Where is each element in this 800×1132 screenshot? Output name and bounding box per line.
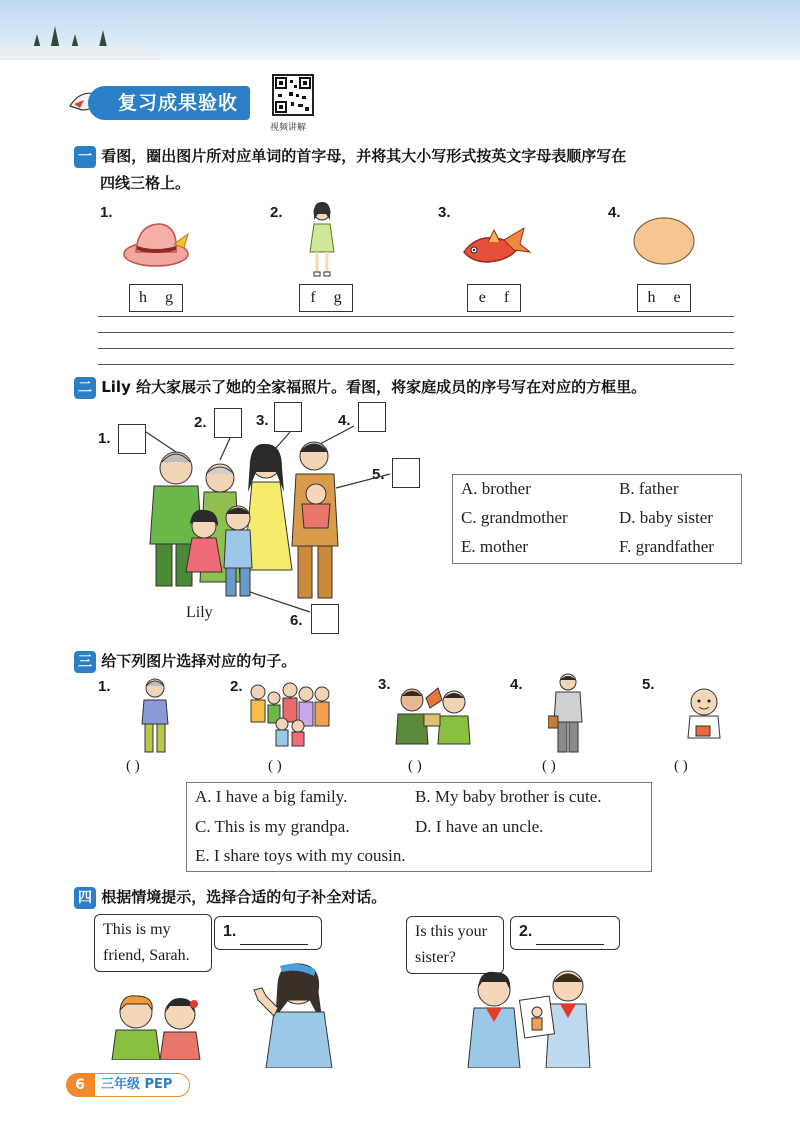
letter-choice-box[interactable]: h e <box>637 284 691 312</box>
answer-paren-4[interactable]: ( ) <box>542 758 556 774</box>
section2-instruction-text: Lily 给大家展示了她的全家福照片。看图，将家庭成员的序号写在对应的方框里。 <box>101 378 647 396</box>
section4-instruction-text: 根据情境提示，选择合适的句子补全对话。 <box>101 888 387 906</box>
girl-picture <box>304 200 340 280</box>
option-f: F. grandfather <box>619 537 714 556</box>
section1-instruction <box>74 143 626 169</box>
bubble-line: sister? <box>415 949 456 966</box>
qr-code-icon[interactable] <box>272 74 314 116</box>
answer-paren-1[interactable]: ( ) <box>126 758 140 774</box>
two-girls-picture <box>108 990 208 1060</box>
uncle-picture <box>548 672 588 756</box>
letter-choice-box[interactable]: f g <box>299 284 353 312</box>
grandpa-picture <box>138 676 172 756</box>
family-options-box <box>452 474 742 564</box>
item-number: 1. <box>98 678 111 695</box>
item-number: 5. <box>642 676 655 693</box>
sentence-option-e: E. I share toys with my cousin. <box>195 846 406 865</box>
sentence-option-c: C. This is my grandpa. <box>195 817 350 836</box>
letter-choice-box[interactable]: h g <box>129 284 183 312</box>
item-number: 4. <box>608 204 621 221</box>
option-d: D. baby sister <box>619 508 713 527</box>
answer-bubble-1[interactable] <box>214 916 322 950</box>
section1-instruction-line2: 四线三格上。 <box>100 174 191 192</box>
section-number-badge: 四 <box>74 887 96 909</box>
member-number: 3. <box>256 412 269 429</box>
option-e: E. mother <box>461 537 529 556</box>
section3-instruction <box>74 648 296 674</box>
section2-instruction <box>74 374 646 400</box>
sentence-option-b: B. My baby brother is cute. <box>415 787 602 806</box>
member-number: 6. <box>290 612 303 629</box>
hat-picture <box>122 218 194 268</box>
item-number: 1. <box>100 204 113 221</box>
sentence-options-box <box>186 782 652 872</box>
option-b: B. father <box>619 479 679 498</box>
answer-bubble-2[interactable] <box>510 916 620 950</box>
member-number: 1. <box>98 430 111 447</box>
section-number-badge: 二 <box>74 377 96 399</box>
section4-instruction <box>74 884 386 910</box>
grade-label: 三年级 PEP <box>94 1073 190 1097</box>
blank-number: 2. <box>519 923 533 940</box>
blank-number: 1. <box>223 923 237 940</box>
letter-choice-box[interactable]: e f <box>467 284 521 312</box>
girl-waving-picture <box>252 960 342 1068</box>
answer-paren-3[interactable]: ( ) <box>408 758 422 774</box>
family-photo-picture <box>140 412 400 622</box>
qr-caption: 视频讲解 <box>270 123 307 133</box>
option-a: A. brother <box>461 479 531 498</box>
big-family-picture <box>248 680 332 750</box>
option-c: C. grandmother <box>461 508 568 527</box>
item-number: 3. <box>438 204 451 221</box>
item-number: 4. <box>510 676 523 693</box>
sharing-toys-picture <box>394 684 474 746</box>
member-number: 2. <box>194 414 207 431</box>
fish-picture <box>458 218 532 270</box>
item-number: 2. <box>270 204 283 221</box>
answer-blank[interactable] <box>240 927 308 945</box>
bubble-line: Is this your <box>415 923 487 940</box>
section3-instruction-text: 给下列图片选择对应的句子。 <box>101 652 297 670</box>
section-number-badge: 三 <box>74 651 96 673</box>
speech-bubble-1 <box>94 914 212 972</box>
baby-brother-picture <box>682 686 726 746</box>
four-line-writing-grid[interactable] <box>98 316 734 370</box>
answer-blank[interactable] <box>536 927 604 945</box>
item-number: 3. <box>378 676 391 693</box>
answer-paren-2[interactable]: ( ) <box>268 758 282 774</box>
section1-instruction-line1: 看图，圈出图片所对应单词的首字母，并将其大小写形式按英文字母表顺序写在 <box>101 147 627 165</box>
page-number: 6 <box>66 1073 94 1097</box>
section-header-title: 复习成果验收 <box>88 86 250 120</box>
lily-label: Lily <box>186 604 213 621</box>
section-number-badge: 一 <box>74 146 96 168</box>
kids-with-photo-picture <box>458 962 598 1068</box>
snow-hill <box>0 46 160 60</box>
sentence-option-d: D. I have an uncle. <box>415 817 544 836</box>
answer-paren-5[interactable]: ( ) <box>674 758 688 774</box>
sentence-option-a: A. I have a big family. <box>195 787 348 806</box>
member-number: 4. <box>338 412 351 429</box>
egg-picture <box>632 216 696 266</box>
bubble-line: This is my <box>103 921 171 938</box>
bubble-line: friend, Sarah. <box>103 947 190 964</box>
member-number: 5. <box>372 466 385 483</box>
item-number: 2. <box>230 678 243 695</box>
top-banner <box>0 0 800 60</box>
